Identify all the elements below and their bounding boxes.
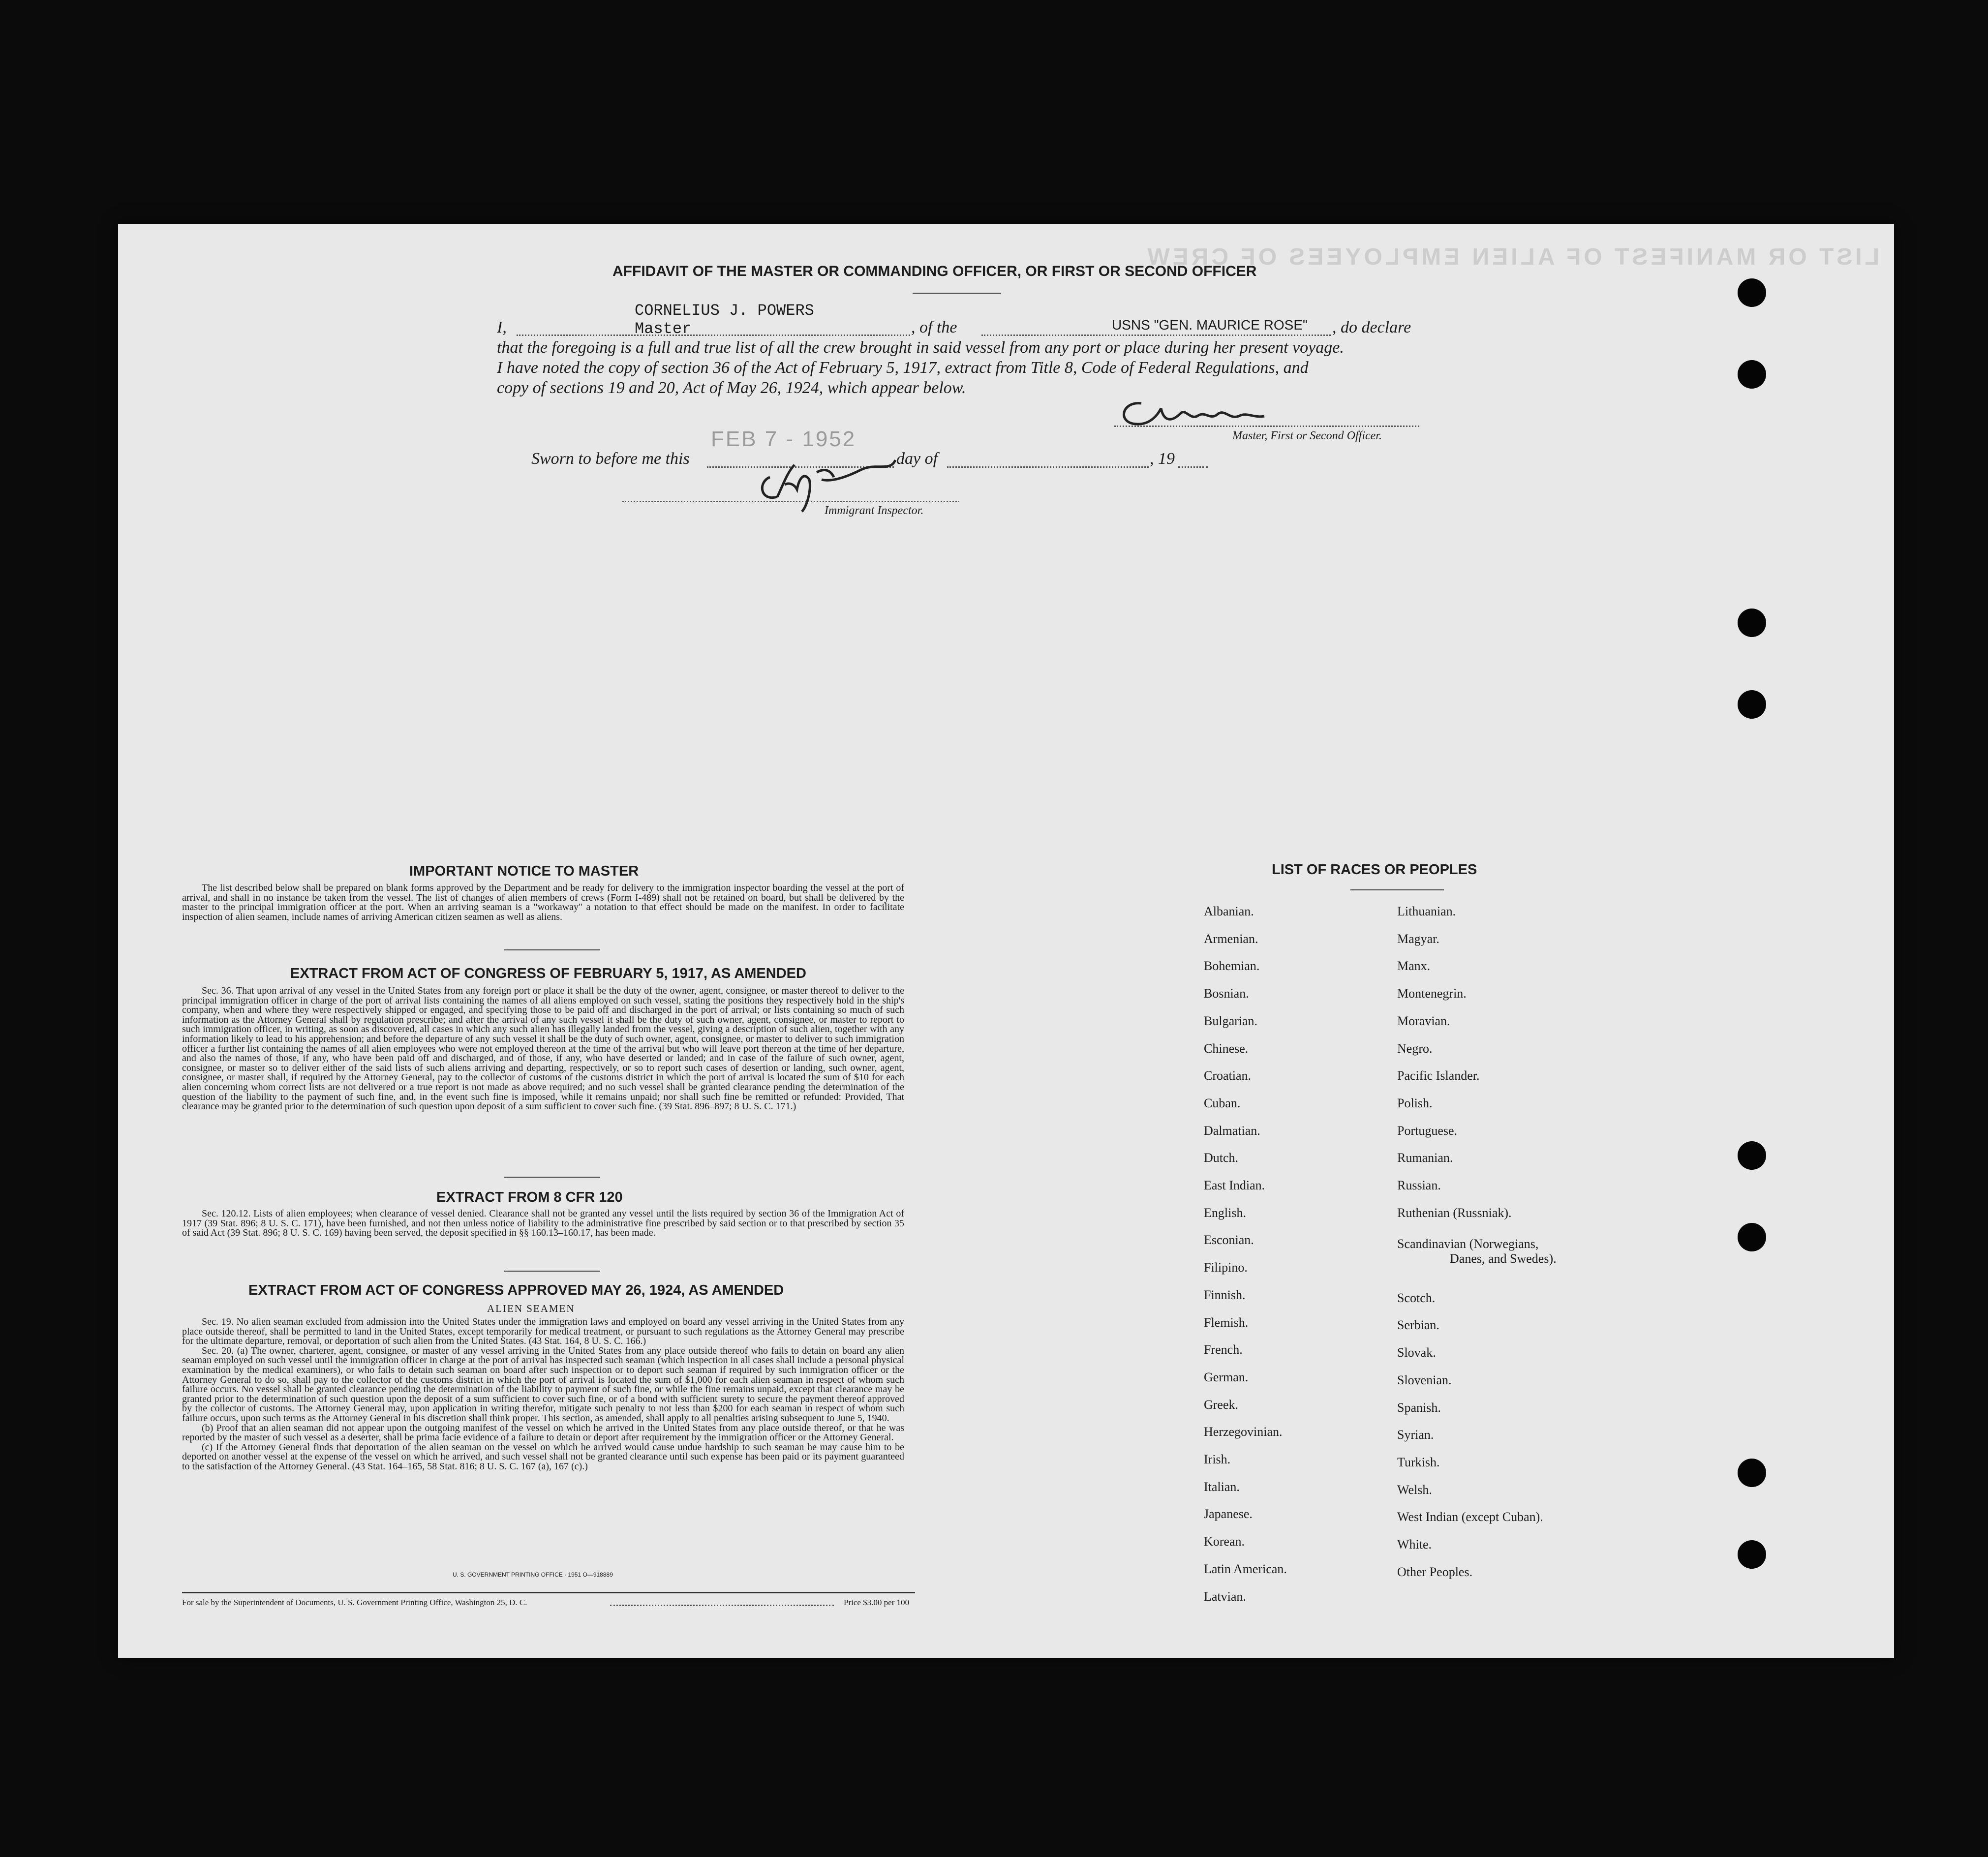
race-item: Bohemian. (1204, 959, 1260, 974)
extract-1917-title: EXTRACT FROM ACT OF CONGRESS OF FEBRUARY 5, 1917, AS AMENDED (290, 966, 806, 981)
race-item: Manx. (1397, 959, 1431, 974)
year-line (1178, 466, 1208, 468)
punch-hole (1738, 360, 1766, 389)
race-item: Latvian. (1204, 1589, 1246, 1604)
race-item: East Indian. (1204, 1178, 1265, 1192)
master-position: Master (635, 320, 692, 338)
race-item: Korean. (1204, 1534, 1245, 1549)
race-item: Pacific Islander. (1397, 1068, 1480, 1083)
sec-19: Sec. 19. No alien seaman excluded from admission into the United States under the immigration laws and employed on board any vessel arriving in the United States from any place outside thereof, shall be permitted to land in the United States, except temporarily for medical treatment, or pursuant to such regulations as the Attorney General may prescribe for the ultimate departure, removal, or deportation of such alien from the United States. (43 Stat. 164, 8 U. S. C. 166.) (182, 1316, 904, 1347)
race-item: German. (1204, 1370, 1249, 1384)
divider (1350, 889, 1444, 890)
race-item: Cuban. (1204, 1096, 1241, 1110)
master-name: CORNELIUS J. POWERS (635, 302, 814, 320)
affidavit-title: AFFIDAVIT OF THE MASTER OR COMMANDING OFFICER, OR FIRST OR SECOND OFFICER (612, 263, 1257, 279)
race-item: Polish. (1397, 1096, 1433, 1110)
race-item: Bulgarian. (1204, 1013, 1258, 1028)
race-item: Italian. (1204, 1479, 1240, 1494)
bleed-through-header: LIST OR MANIFEST OF ALIEN EMPLOYEES OF CREW (1144, 244, 1879, 270)
alien-seamen-subtitle: ALIEN SEAMEN (487, 1303, 575, 1314)
race-item: Rumanian. (1397, 1151, 1453, 1165)
punch-hole (1738, 278, 1766, 307)
race-item: Montenegrin. (1397, 986, 1467, 1001)
month-line (947, 466, 1149, 468)
notice-body: The list described below shall be prepared on blank forms approved by the Department and be ready for delivery to the immigration inspector boarding the vessel at the port of arrival, and shall in no instance be taken from the vessel. The list of changes of alien members of crews (Form I-489) shall not be retained on board, but shall be delivered by the master to the principal immigration officer at the port. When an arriving seaman is a "workaway" a notation to that effect should be made on the manifest. In order to facilitate inspection of alien seamen, include names of arriving American citizen seamen as well as aliens. (182, 883, 904, 922)
race-item: Moravian. (1397, 1013, 1450, 1028)
year-label: , 19 (1150, 450, 1175, 468)
race-item: Spanish. (1397, 1400, 1441, 1415)
sec-20b: (b) Proof that an alien seaman did not appear upon the outgoing manifest of the vessel on which he arrived in the United States from any place outside thereof, or that he was reported by the master of such vessel as a deserter, shall be prima facie evidence of a failure to detain or deport after requirement by the immigration officer or the Attorney General. (182, 1422, 904, 1443)
race-item: Japanese. (1204, 1507, 1253, 1522)
race-item: Lithuanian. (1397, 904, 1456, 918)
extract-1917-body: Sec. 36. That upon arrival of any vessel in the United States from any foreign port or place it shall be the duty of the owner, agent, consignee, or master thereof to deliver to the principal immigration officer in charge of the port of arrival lists containing the names of all aliens employed on such vessel, stating the positions they respectively hold in the ship's company, when and where they were respectively shipped or engaged, and specifying those to be paid off and discharged in the port of arrival; or lists containing so much of such information as the Attorney General shall by regulation prescribe; and after the arrival of any such vessel it shall be the duty of such owner, agent, consignee, or master to report to such immigration officer, in writing, as soon as discovered, all cases in which any such alien has illegally landed from the vessel, giving a description of such alien, together with any information likely to lead to his apprehension; and before the departure of any such vessel it shall be the duty of such owner, agent, consignee, or master to deliver to such immigration officer a further list containing the names of all alien employees who were not employed thereon at the time of the arrival but who will leave port thereon at the time of her departure, and also the names of those, if any, who have been paid off and discharged, and of those, if any, who have deserted or landed; and in case of the failure of such owner, agent, consignee, or master so to deliver either of the said lists of such aliens arriving and departing, respectively, or so to report such cases of desertion or landing, such owner, agent, consignee, or master shall, if required by the Attorney General, pay to the collector of customs of the customs district in which the port of arrival is located the sum of $10 for each alien concerning whom correct lists are not delivered or a true report is not made as above required; and no such vessel shall be granted clearance pending the determination of the question of the liability to the payment of such fine, and, in the event such fine is imposed, while it remains unpaid; nor shall such fine be remitted or refunded: Provided, That clearance may be granted prior to the determination of such question upon deposit of a sum sufficient to cover such fine. (39 Stat. 896–897; 8 U. S. C. 171.) (182, 985, 904, 1112)
vessel-name: USNS "GEN. MAURICE ROSE" (1112, 317, 1308, 333)
races-title: LIST OF RACES OR PEOPLES (1272, 862, 1477, 878)
race-item: Scotch. (1397, 1290, 1436, 1305)
do-declare-label: , do declare (1332, 318, 1411, 336)
printing-office-line: U. S. GOVERNMENT PRINTING OFFICE · 1951 O—918889 (453, 1571, 613, 1578)
race-item: Greek. (1204, 1397, 1239, 1412)
day-of-label: day of (896, 450, 938, 468)
race-item: Negro. (1397, 1041, 1433, 1056)
race-item: Esconian. (1204, 1233, 1254, 1248)
race-item: Serbian. (1397, 1318, 1439, 1333)
i-label: I, (497, 318, 507, 336)
punch-hole (1738, 1540, 1766, 1569)
race-item: Albanian. (1204, 904, 1254, 918)
sworn-label: Sworn to before me this (531, 450, 690, 468)
punch-hole (1738, 1459, 1766, 1487)
race-item: Russian. (1397, 1178, 1441, 1192)
sec-20a: Sec. 20. (a) The owner, charterer, agent, consignee, or master of any vessel arriving in the United States from any place outside thereof who fails to detain on board any alien seaman employed on such vessel until the immigration officer in charge at the port of arrival has inspected such seaman (which inspection in all cases shall include a personal physical examination by the medical examiners), or who fails to detain such seaman on board after such inspection or to deport such seaman if required by such immigration officer or the Attorney General to do so, shall pay to the collector of the customs district in which the port of arrival is located the sum of $1,000 for each alien seaman in respect of whom such failure occurs. No vessel shall be granted clearance pending the determination of the liability to payment of such fine, or while the fine remains unpaid, except that clearance may be granted prior to the determination of such question upon the deposit of a sum sufficient to cover such fine, or of a bond with sufficient surety to secure the payment thereof approved by the collector of customs. The Attorney General may, upon application in writing therefor, mitigate such penalty to not less than $200 for each seaman in respect of whom such failure occurs, upon such terms as the Attorney General in his discretion shall think proper. This section, as amended, shall apply to all penalties arising subsequent to June 5, 1940. (182, 1345, 904, 1424)
race-item: Ruthenian (Russniak). (1397, 1205, 1512, 1220)
race-item: Irish. (1204, 1452, 1231, 1466)
vessel-line (981, 335, 1331, 336)
race-item: Chinese. (1204, 1041, 1249, 1056)
race-item: Dalmatian. (1204, 1123, 1260, 1138)
race-item: Latin American. (1204, 1561, 1287, 1576)
extract-8cfr-body: Sec. 120.12. Lists of alien employees; when clearance of vessel denied. Clearance shall not be granted any vessel until the lists required by section 36 of the Immigration Act of 1917 (39 Stat. 896; 8 U. S. C. 171), have been furnished, and not then unless notice of liability to the administrative fine prescribed by said section or to that prescribed by section 35 of said Act (39 Stat. 896; 8 U. S. C. 169) having been served, the deposit specified in §§ 160.13–160.17, has been made. (182, 1208, 904, 1239)
race-item: Finnish. (1204, 1287, 1246, 1302)
divider (504, 949, 600, 950)
race-item: Herzegovinian. (1204, 1425, 1283, 1439)
extract-1924-title: EXTRACT FROM ACT OF CONGRESS APPROVED MAY 26, 1924, AS AMENDED (248, 1282, 784, 1298)
race-item: Slovenian. (1397, 1372, 1452, 1387)
race-item: Croatian. (1204, 1068, 1252, 1083)
extract-1924-body (182, 1317, 904, 1472)
for-sale-line: For sale by the Superintendent of Documents, U. S. Government Printing Office, Washington 25, D. C. (182, 1598, 527, 1607)
race-item: English. (1204, 1205, 1246, 1220)
punch-hole (1738, 1223, 1766, 1251)
name-line (517, 335, 910, 336)
race-item: Armenian. (1204, 931, 1258, 946)
inspector-signature-line (622, 501, 959, 502)
footer-rule (182, 1592, 915, 1593)
race-item: French. (1204, 1342, 1243, 1357)
race-item: White. (1397, 1537, 1432, 1552)
punch-hole (1738, 609, 1766, 637)
of-the-label: , of the (911, 318, 957, 336)
race-item: Turkish. (1397, 1455, 1440, 1469)
race-item: Portuguese. (1397, 1123, 1458, 1138)
notice-title: IMPORTANT NOTICE TO MASTER (409, 863, 639, 879)
master-caption: Master, First or Second Officer. (1232, 429, 1382, 442)
race-item: Dutch. (1204, 1151, 1239, 1165)
divider (504, 1271, 600, 1272)
sec-20c: (c) If the Attorney General finds that deportation of the alien seaman on the vessel on which he arrived would cause undue hardship to such seaman he may cause him to be deported on another vessel at the expense of the vessel on which he arrived, and such vessel shall not be granted clearance until such expense has been paid or its payment guaranteed to the satisfaction of the Attorney General. (43 Stat. 164–165, 58 Stat. 816; 8 U. S. C. 167 (a), 167 (c).) (182, 1441, 904, 1472)
affidavit-line-2: that the foregoing is a full and true list of all the crew brought in said vessel from any port or place during her present voyage. (497, 338, 1344, 357)
date-stamp: FEB 7 - 1952 (711, 427, 856, 451)
divider (913, 293, 1001, 294)
race-item: Slovak. (1397, 1345, 1436, 1360)
affidavit-line-4: copy of sections 19 and 20, Act of May 26, 1924, which appear below. (497, 379, 966, 397)
divider (504, 1177, 600, 1178)
race-item: Welsh. (1397, 1482, 1432, 1497)
race-item: Bosnian. (1204, 986, 1249, 1001)
race-item: Syrian. (1397, 1428, 1434, 1442)
punch-hole (1738, 690, 1766, 719)
extract-8cfr-title: EXTRACT FROM 8 CFR 120 (436, 1189, 623, 1205)
race-item: Danes, and Swedes). (1450, 1251, 1557, 1266)
affidavit-line-3: I have noted the copy of section 36 of the Act of February 5, 1917, extract from Title 8, Code of Federal Regulations, and (497, 359, 1309, 377)
race-item: Scandinavian (Norwegians, (1397, 1236, 1539, 1251)
race-item: Magyar. (1397, 931, 1439, 946)
inspector-caption: Immigrant Inspector. (825, 504, 924, 517)
master-signature-line (1114, 426, 1419, 427)
race-item: Filipino. (1204, 1260, 1248, 1275)
footer-dot-leader (610, 1605, 834, 1606)
race-item: West Indian (except Cuban). (1397, 1510, 1543, 1524)
price-line: Price $3.00 per 100 (844, 1598, 910, 1607)
race-item: Flemish. (1204, 1315, 1249, 1330)
race-item: Other Peoples. (1397, 1564, 1473, 1579)
punch-hole (1738, 1141, 1766, 1170)
